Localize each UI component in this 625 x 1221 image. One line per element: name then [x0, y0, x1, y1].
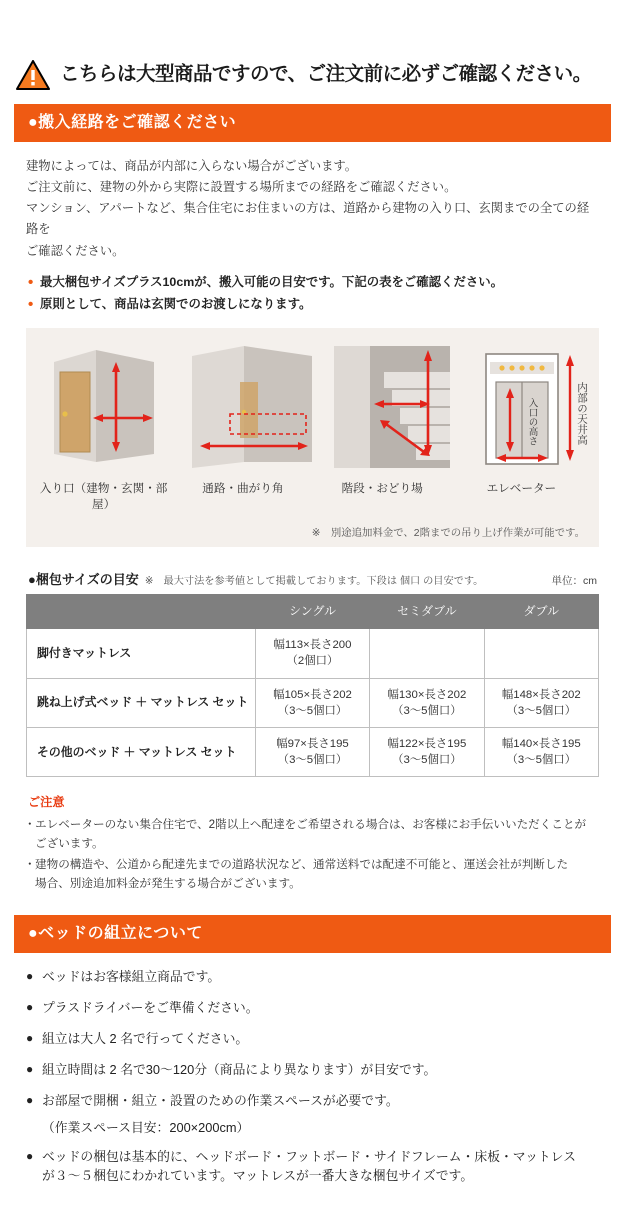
- table-row-label: 脚付きマットレス: [27, 629, 256, 678]
- assembly-item: [26, 1060, 599, 1080]
- cell-line-1: 幅130×長さ202: [387, 688, 467, 701]
- assembly-item-text: [42, 1147, 599, 1187]
- assembly-last-line-1: ベッドの梱包は基本的に、ヘッドボード・フットボード・サイドフレーム・床板・マットレス: [42, 1148, 576, 1164]
- top-spacer: [14, 0, 611, 60]
- section-bar-assembly: ●ベッドの組立について: [14, 915, 611, 953]
- assembly-item: [26, 1147, 599, 1187]
- table-cell: [484, 629, 598, 678]
- delivery-paragraph-1: 建物によっては、商品が内部に入らない場合がございます。: [26, 159, 358, 173]
- assembly-item: [26, 1091, 599, 1111]
- illustration-note: ※ 別途追加料金で、2階までの吊り上げ作業が可能です。: [311, 528, 585, 540]
- cell-line-1: 幅113×長さ200: [273, 639, 352, 652]
- caution-item-line-1: 建物の構造や、公道から配達先までの道路状況など、通常送料では配達不可能と、運送会社が判断した: [35, 857, 569, 871]
- table-row: [27, 678, 599, 727]
- cell-line-2: （3〜5個口）: [277, 704, 348, 717]
- caution-item: [26, 816, 599, 854]
- bullet-circle-icon: ●: [26, 969, 34, 984]
- size-table-title-wrap: [28, 569, 483, 588]
- assembly-item: [26, 998, 599, 1018]
- size-table-title: ●梱包サイズの目安: [28, 572, 139, 588]
- assembly-item-text: プラスドライバーをご準備ください。: [42, 1000, 259, 1016]
- cell-line-2: （3〜5個口）: [506, 704, 577, 717]
- table-header-row: [27, 595, 599, 629]
- size-table-title-note: ※ 最大寸法を参考値として掲載しております。下段は 個口 の目安です。: [144, 576, 484, 588]
- table-col-blank: [27, 595, 256, 629]
- cell-line-1: 幅122×長さ195: [387, 737, 467, 750]
- warning-triangle-icon: [16, 60, 50, 90]
- table-col-semidouble: セミダブル: [370, 595, 484, 629]
- table-col-single: シングル: [255, 595, 369, 629]
- table-row: [27, 629, 599, 678]
- delivery-paragraph-2: ご注文前に、建物の外から実際に設置する場所までの経路をご確認ください。: [26, 180, 457, 195]
- caution-item-line-2: ございます。: [35, 837, 104, 851]
- stairs-illustration: [328, 342, 470, 474]
- elevator-door-height-label: 入口の高さ: [526, 398, 538, 446]
- delivery-bullet-list: [26, 273, 599, 314]
- caution-item-line-2: 場合、別途追加料金が発生する場合がございます。: [35, 876, 301, 890]
- cell-line-2: （2個口）: [286, 655, 339, 668]
- table-row: [27, 727, 599, 776]
- delivery-bullet-2: • 原則として、商品は玄関でのお渡しになります。: [26, 295, 599, 314]
- section-body-delivery-route: [14, 142, 611, 893]
- bullet-circle-icon: ●: [26, 1031, 34, 1046]
- bullet-circle-icon: ●: [26, 1000, 34, 1015]
- illustration-row: [36, 342, 589, 474]
- cell-line-2: （3〜5個口）: [392, 704, 462, 717]
- bullet-circle-icon: ●: [26, 1148, 34, 1163]
- package-size-table: [26, 594, 599, 777]
- assembly-item: [26, 1029, 599, 1049]
- cell-line-1: 幅148×長さ202: [501, 688, 581, 701]
- assembly-last-line-2: が３〜５梱包にわかれています。マットレスが一番大きな梱包サイズです。: [42, 1168, 474, 1184]
- alert-heading-text: こちらは大型商品ですので、ご注文前に必ずご確認ください。: [60, 63, 592, 86]
- illustration-label-stairs: 階段・おどり場: [341, 482, 423, 496]
- cell-line-2: （3〜5個口）: [506, 754, 577, 767]
- table-row-label: その他のベッド ＋ マットレス セット: [27, 727, 256, 776]
- cell-line-1: 幅105×長さ202: [273, 688, 352, 701]
- elevator-illustration: [474, 342, 616, 474]
- elevator-inner-height-label: 内部の天井高: [576, 382, 588, 446]
- size-table-header: [26, 569, 599, 588]
- table-cell: [370, 629, 484, 678]
- cell-line-2: （3〜5個口）: [392, 754, 462, 767]
- delivery-paragraph-4: ご確認ください。: [26, 243, 125, 258]
- caution-item: [26, 856, 599, 894]
- assembly-item-text: 組立時間は 2 名で30〜120分（商品により異なります）が目安です。: [42, 1061, 437, 1077]
- table-cell: [370, 727, 484, 776]
- table-cell: [370, 678, 484, 727]
- corridor-illustration: [182, 342, 324, 474]
- alert-heading: [14, 60, 611, 90]
- assembly-item: [26, 967, 599, 987]
- table-cell: [255, 678, 369, 727]
- caution-list: [26, 816, 599, 893]
- delivery-paragraph-3: マンション、アパートなど、集合住宅にお住まいの方は、道路から建物の入り口、玄関までの全ての経路を: [26, 201, 590, 237]
- table-col-double: ダブル: [484, 595, 598, 629]
- illustration-label-elevator: エレベーター: [486, 482, 557, 496]
- caution-title: ご注意: [28, 795, 65, 810]
- table-cell: [255, 727, 369, 776]
- illustration-panel: [26, 328, 599, 547]
- cell-line-1: 幅140×長さ195: [501, 737, 581, 750]
- delivery-bullet-1: • 最大梱包サイズプラス10cmが、搬入可能の目安です。下記の表をご確認ください。: [26, 273, 599, 292]
- caution-item-line-1: エレベーターのない集合住宅で、2階以上へ配達をご希望される場合は、お客様にお手伝いいただくことが: [35, 818, 587, 832]
- assembly-item-text: お部屋で開梱・組立・設置のための作業スペースが必要です。: [42, 1092, 399, 1108]
- table-cell: [484, 678, 598, 727]
- illustration-label-row: [36, 480, 589, 512]
- assembly-item-text: ベッドはお客様組立商品です。: [42, 969, 221, 985]
- table-row-label: 跳ね上げ式ベッド ＋ マットレス セット: [27, 678, 256, 727]
- assembly-work-space-note: （作業スペース目安：200×200cm）: [42, 1119, 250, 1135]
- assembly-list: [14, 953, 611, 1221]
- entrance-illustration: [36, 342, 178, 474]
- illustration-label-corridor: 通路・曲がり角: [202, 482, 284, 496]
- table-cell: [484, 727, 598, 776]
- table-cell: [255, 629, 369, 678]
- assembly-item-text: 組立は大人 2 名で行ってください。: [42, 1031, 249, 1047]
- size-table-unit: 単位：cm: [551, 575, 597, 588]
- bullet-circle-icon: ●: [26, 1061, 34, 1076]
- cell-line-1: 幅97×長さ195: [276, 737, 349, 750]
- bullet-circle-icon: ●: [26, 1092, 34, 1107]
- illustration-label-entrance: 入り口（建物・玄関・部屋）: [39, 482, 168, 512]
- cell-line-2: （3〜5個口）: [277, 754, 348, 767]
- section-bar-delivery-route: ●搬入経路をご確認ください: [14, 104, 611, 142]
